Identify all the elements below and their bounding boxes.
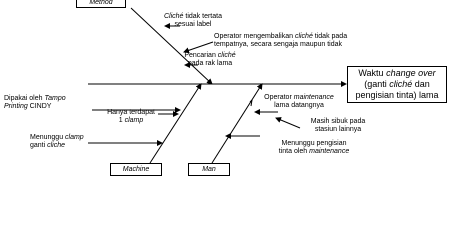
category-man-label: Man: [202, 166, 216, 173]
category-method-box: [76, 0, 126, 8]
effect-line-3: pengisian tinta) lama: [355, 90, 439, 100]
category-man-box: [188, 163, 230, 176]
cause-operator-return: Operator mengembalikan cliché tidak pada tempatnya, secara sengaja maupun tidak: [214, 33, 348, 48]
arrow-busy-feed: [276, 118, 300, 128]
effect-line-1: Waktu change over: [358, 68, 436, 78]
man-bone: [212, 84, 262, 163]
cause-cliche-label: Cliché tidak tertata sesuai label: [164, 13, 222, 28]
cause-search-rack: Pencarian cliché pada rak lama: [184, 52, 236, 67]
cause-wait-clamp: Menunggu clamp ganti cliche: [30, 134, 84, 149]
effect-line-2: (ganti cliché dan: [364, 79, 430, 89]
cause-one-clamp: Hanya terdapat 1 clamp: [107, 109, 155, 124]
cause-wait-ink: Menunggu pengisian tinta oleh maintenance: [278, 140, 350, 155]
cause-used-by-tampo: Dipakai oleh Tampo Printing CINDY: [4, 95, 66, 110]
cause-maintenance-late: Operator maintenance lama datangnya: [264, 94, 334, 109]
category-machine-box: [110, 163, 162, 176]
cause-busy-other-station: Masih sibuk pada stasiun lainnya: [310, 118, 366, 133]
category-machine-label: Machine: [122, 166, 150, 173]
arrow-operator-return: [184, 42, 213, 52]
effect-box: [347, 66, 447, 103]
category-method-label: Method: [89, 0, 113, 6]
